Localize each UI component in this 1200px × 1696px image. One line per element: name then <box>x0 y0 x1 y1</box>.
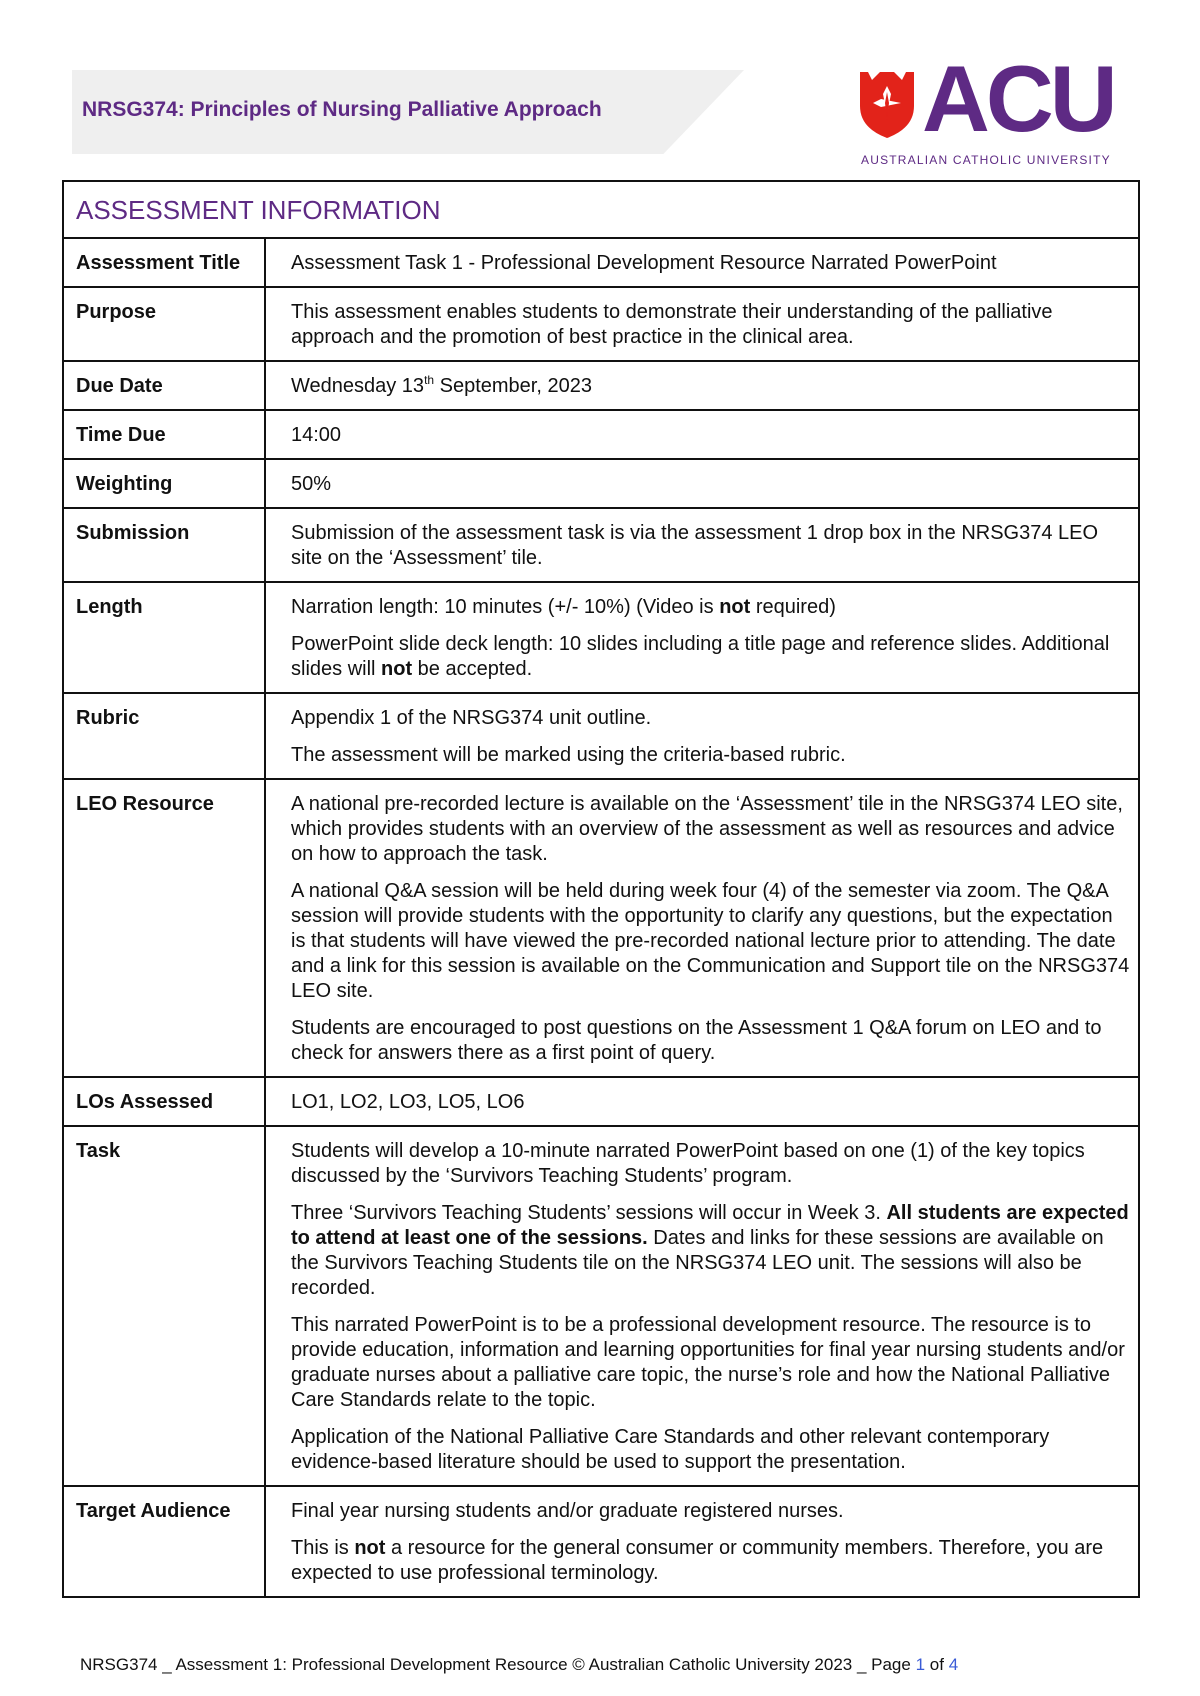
table-row <box>63 410 1139 459</box>
row-value <box>265 582 1139 693</box>
row-label: Due Date <box>63 361 265 410</box>
row-paragraph: Students will develop a 10-minute narrated PowerPoint based on one (1) of the key topics discussed by the ‘Survivors Teaching Students’ program. <box>291 1140 1085 1187</box>
row-label: Submission <box>63 508 265 582</box>
row-value <box>265 287 1139 361</box>
row-paragraph: Appendix 1 of the NRSG374 unit outline. <box>291 707 652 729</box>
row-paragraph: Three ‘Survivors Teaching Students’ sessions will occur in Week 3. All students are expected to attend at least one of the sessions. Dates and links for these sessions are available on the Survivors Teaching Students tile on the NRSG374 LEO unit. The sessions will also be recorded. <box>291 1202 1129 1299</box>
table-row <box>63 1486 1139 1597</box>
table-heading: ASSESSMENT INFORMATION <box>76 195 441 225</box>
row-paragraph: Assessment Task 1 - Professional Development Resource Narrated PowerPoint <box>291 252 997 274</box>
table-row <box>63 361 1139 410</box>
row-paragraph: PowerPoint slide deck length: 10 slides including a title page and reference slides. Additional slides will not be accepted. <box>291 633 1110 680</box>
logo-wordmark: ACU <box>922 46 1114 151</box>
table-row <box>63 582 1139 693</box>
acu-logo <box>858 46 1126 168</box>
row-value <box>265 508 1139 582</box>
footer-of: of <box>929 1655 944 1674</box>
row-label: Rubric <box>63 693 265 779</box>
footer-page-current: 1 <box>915 1655 926 1674</box>
row-paragraph: 14:00 <box>291 424 342 446</box>
row-value <box>265 1126 1139 1486</box>
table-row <box>63 693 1139 779</box>
row-paragraph: 50% <box>291 473 332 495</box>
row-label: Time Due <box>63 410 265 459</box>
row-paragraph: The assessment will be marked using the criteria-based rubric. <box>291 744 846 766</box>
assessment-info-table <box>62 180 1140 1598</box>
table-row <box>63 459 1139 508</box>
row-label: Length <box>63 582 265 693</box>
shield-cross-icon <box>858 70 916 140</box>
footer-page-total: 4 <box>948 1655 959 1674</box>
row-paragraph: This assessment enables students to demonstrate their understanding of the palliative approach and the promotion of best practice in the clinical area. <box>291 301 1053 348</box>
page-footer <box>80 1655 958 1675</box>
course-title: NRSG374: Principles of Nursing Palliative Approach <box>82 98 602 121</box>
row-paragraph: This is not a resource for the general consumer or community members. Therefore, you are expected to use professional terminology. <box>291 1537 1104 1584</box>
table-row <box>63 238 1139 287</box>
row-paragraph: LO1, LO2, LO3, LO5, LO6 <box>291 1091 525 1113</box>
row-paragraph: A national pre-recorded lecture is available on the ‘Assessment’ tile in the NRSG374 LEO site, which provides students with an overview of the assessment as well as resources and advice on how to approach the task. <box>291 793 1123 865</box>
row-paragraph: Final year nursing students and/or graduate registered nurses. <box>291 1500 844 1522</box>
table-title-cell <box>63 181 1139 238</box>
row-value <box>265 693 1139 779</box>
row-label: Weighting <box>63 459 265 508</box>
row-paragraph: Students are encouraged to post questions on the Assessment 1 Q&A forum on LEO and to check for answers there as a first point of query. <box>291 1017 1102 1064</box>
row-label: LEO Resource <box>63 779 265 1077</box>
row-value <box>265 1486 1139 1597</box>
row-paragraph: A national Q&A session will be held during week four (4) of the semester via zoom. The Q&A session will provide students with the opportunity to clarify any questions, but the expectation is that students will have viewed the pre-recorded national lecture prior to attending. The date and a link for this session is available on the Communication and Support tile on the NRSG374 LEO site. <box>291 880 1130 1002</box>
row-label: LOs Assessed <box>63 1077 265 1126</box>
row-value <box>265 459 1139 508</box>
row-label: Target Audience <box>63 1486 265 1597</box>
row-label: Purpose <box>63 287 265 361</box>
row-value <box>265 779 1139 1077</box>
footer-text: NRSG374 _ Assessment 1: Professional Development Resource © Australian Catholic University 2023 _ Page <box>80 1655 911 1674</box>
logo-subtitle: AUSTRALIAN CATHOLIC UNIVERSITY <box>861 153 1111 167</box>
row-value <box>265 1077 1139 1126</box>
table-row <box>63 287 1139 361</box>
row-value <box>265 410 1139 459</box>
table-row <box>63 508 1139 582</box>
row-label: Assessment Title <box>63 238 265 287</box>
table-body <box>63 181 1139 1597</box>
table-row <box>63 1126 1139 1486</box>
row-value <box>265 238 1139 287</box>
row-value <box>265 361 1139 410</box>
table-title-row <box>63 181 1139 238</box>
row-paragraph: Application of the National Palliative Care Standards and other relevant contemporary evidence-based literature should be used to support the presentation. <box>291 1426 1050 1473</box>
row-paragraph: Wednesday 13th September, 2023 <box>291 373 592 397</box>
row-paragraph: Submission of the assessment task is via the assessment 1 drop box in the NRSG374 LEO site on the ‘Assessment’ tile. <box>291 522 1099 569</box>
table-row <box>63 779 1139 1077</box>
row-label: Task <box>63 1126 265 1486</box>
row-paragraph: This narrated PowerPoint is to be a professional development resource. The resource is to provide education, information and learning opportunities for final year nursing students and/or graduate nurses about a palliative care topic, the nurse’s role and how the National Palliative Care Standards relate to the topic. <box>291 1314 1125 1411</box>
table-row <box>63 1077 1139 1126</box>
row-paragraph: Narration length: 10 minutes (+/- 10%) (Video is not required) <box>291 596 836 618</box>
